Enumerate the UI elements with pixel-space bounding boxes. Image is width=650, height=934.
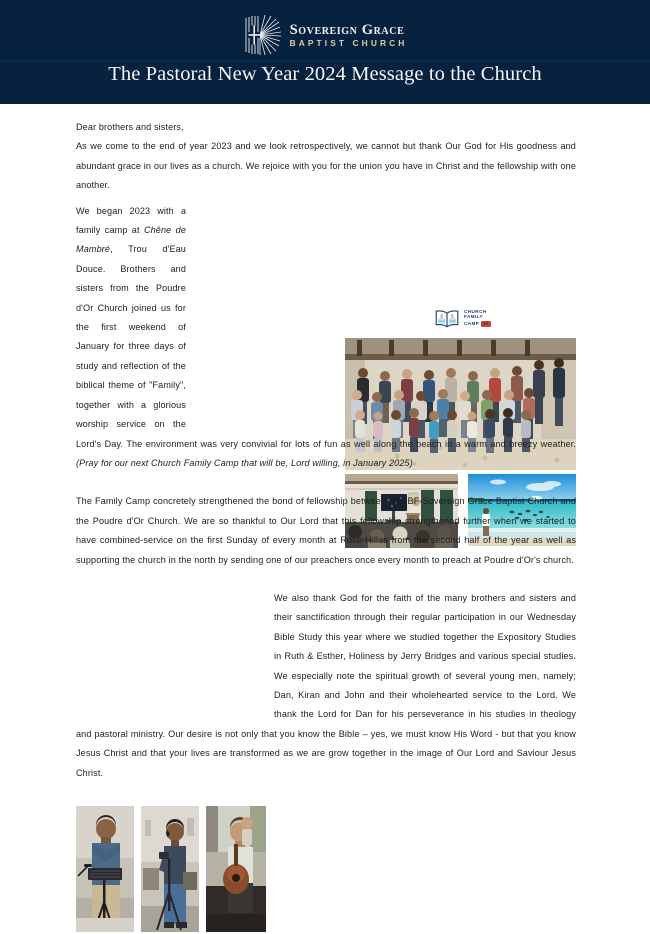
brand-name-primary: Sovereign Grace — [289, 21, 405, 38]
p2-place-name: Chêne de Mambré — [76, 225, 186, 255]
paragraph-1: As we come to the end of year 2023 and we look retrospectively, we cannot but thank Our God for His goodness and abundant grace in our lives as a church. We rejoice with you for the union you have in Christ and the fellowship with one another. — [76, 141, 576, 191]
young-man-preaching-photo — [141, 806, 199, 932]
salutation: Dear brothers and sisters, — [76, 122, 184, 132]
spacer — [76, 570, 576, 589]
p2-text-a: We began 2023 with a family camp at — [76, 205, 186, 236]
strip-float-spacer — [76, 589, 274, 721]
p2-prayer-note: (Pray for our next Church Family Camp that will be, Lord willing, in January 2025) — [76, 457, 413, 468]
brand-name-secondary: BAPTIST CHURCH — [289, 38, 408, 49]
letter-content — [76, 118, 576, 783]
camp-badge-line3: CAMP — [464, 320, 480, 326]
collage-float-spacer — [186, 202, 424, 418]
young-man-guitar-photo — [206, 806, 266, 932]
camp-badge-tag: 23 — [482, 320, 489, 326]
camp-badge-line1: CHURCH — [464, 308, 487, 314]
camp-badge-line2: FAMILY — [464, 314, 484, 320]
brand-lockup — [0, 13, 650, 57]
page-header — [0, 0, 650, 104]
young-men-photo-strip — [76, 806, 266, 934]
young-man-music-stand-photo — [76, 806, 134, 932]
badge-float-spacer — [424, 202, 576, 232]
spacer — [76, 473, 576, 492]
document-body — [0, 104, 650, 920]
page-title: The Pastoral New Year 2024 Message to the Church — [108, 63, 542, 85]
p2-text-b: , Trou d'Eau Douce. Brothers and sisters from the Poudre d'Or Church joined us for the first weekend of January for three days of study and reflection of the biblical theme of "Family", together with a glorious worship service on the Lord's Day. The environment was very convivial for lots of fun as well along the beach in a warm and breezy weather. — [76, 244, 576, 449]
paragraph-4: We also thank God for the faith of the many brothers and sisters and their sanctification through their regular participation in our Wednesday Bible Study this year where we studied together the Expository Studies in Ruth & Esther, Holiness by Jerry Bridges and various special studies. We especially note the spiritual growth of several young men, namely; Dan, Kiran and John and their wholehearted service to the Lord. We thank the Lord for Dan for his perseverance in his studies in theology and pastoral ministry. Our desire is not only that you know the Bible – yes, we must know His Word - but that you know Jesus Christ and that your lives are transformed as we are grow together in the image of Our Lord and Saviour Jesus Christ. — [76, 592, 576, 778]
radiant-cross-icon — [243, 15, 281, 55]
brand-wordmark — [290, 23, 408, 48]
paragraph-3: The Family Camp concretely strengthened the bond of fellowship between the IBF-Sovereign Grace Baptist Church and the Poudre d'Or Church. We are so thankful to Our Lord that this fellowship strengthened further when we started to have combined-service on the first Sunday of every month at Rose-Hillas from the second half of the year as well as supporting the church in the north by sending one of our preachers once every month to preach at Poudre d'Or's church. — [76, 496, 576, 565]
